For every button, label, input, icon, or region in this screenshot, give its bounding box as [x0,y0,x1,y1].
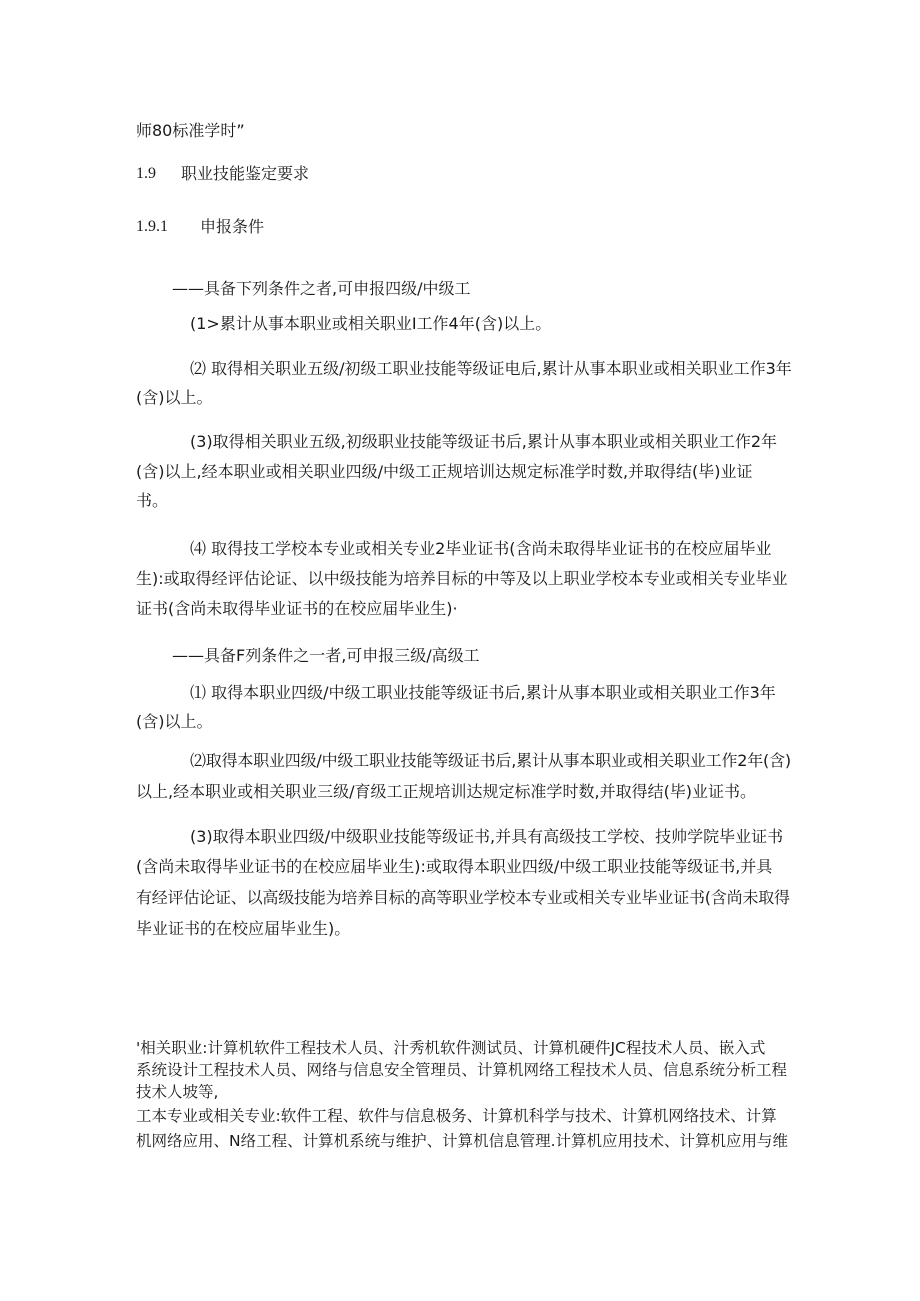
grade4-item1: (1>累计从事本职业或相关职业I工作4年(含)以上。 [190,314,552,333]
grade4-item3-line2: (含)以上,经本职业或相关职业四级/中级工正规培训达规定标准学时数,并取得结(毕)业证 [136,462,753,481]
grade3-item1-line1: ⑴ 取得本职业四级/中级工职业技能等级证书后,累计从事本职业或相关职业工作3年 [190,683,776,702]
grade4-item3-line1: (3)取得相关职业五级,初级职业技能等级证书后,累计从事本职业或相关职业工作2年 [190,432,778,451]
subsection-title: 申报条件 [200,217,265,236]
section-title: 职业技能鉴定要求 [181,164,310,183]
grade3-item3-line2: (含尚未取得毕业证书的在校应届毕业生):或取得本职业四级/中级工职业技能等级证书,并具 [136,857,773,876]
grade3-heading: ——具备F列条件之一者,可申报三级/高级工 [172,646,480,665]
grade4-item2-line2: (含)以上。 [136,388,213,407]
grade3-item1-line2: (含)以上。 [136,712,213,731]
grade4-item4-line3: 证书(含尚未取得毕业证书的在校应届毕业生)· [136,599,458,618]
grade4-item4-line1: ⑷ 取得技工学校本专业或相关专业2毕业证书(含尚未取得毕业证书的在校应届毕业 [190,539,772,558]
carryover-text: 师80标准学时” [136,121,245,140]
grade4-item3-line3: 书。 [136,491,169,510]
footnote1-line3: 技术人坡等, [136,1083,219,1101]
grade3-item2-line1: ⑵取得本职业四级/中级工职业技能等级证书后,累计从事本职业或相关职业工作2年(含) [190,751,791,770]
grade3-item2-line2: 以上,经本职业或相关职业三级/育级工正规培训达规定标准学时数,并取得结(毕)业证书。 [136,782,757,801]
subsection-number: 1.9.1 [136,218,168,235]
footnote2-line1: 工本专业或相关专业:软件工程、软件与信息极务、计算机科学与技术、计算机网络技术、计算 [136,1107,777,1125]
grade4-item2-line1: ⑵ 取得相关职业五级/初级工职业技能等级证电后,累计从事本职业或相关职业工作3年 [190,359,792,378]
footnote1-line2: 系统设计工程技术人员、网络与信息安全管理员、计算机网络工程技术人员、信息系统分析工程 [136,1061,788,1079]
grade4-heading: ——具备下列条件之者,可申报四级/中级工 [172,279,471,298]
grade3-item3-line4: 毕业证书的在校应届毕业生)。 [136,919,351,938]
grade3-item3-line3: 有经评估论证、以高级技能为培养目标的高等职业学校本专业或相关专业毕业证书(含尚未取得 [136,888,790,907]
footnote1-line1: '相关职业:计算机软件工程技术人员、汁秀机软件测试员、计算机硬件JC程技术人员、嵌入式 [136,1039,766,1057]
section-number: 1.9 [136,165,156,182]
grade4-item4-line2: 生):或取得经评估论证、以中级技能为培养目标的中等及以上职业学校本专业或相关专业毕业 [136,569,788,588]
grade3-item3-line1: (3)取得本职业四级/中级职业技能等级证书,并具有高级技工学校、技帅学院毕业证书 [190,827,784,846]
footnote2-line2: 机网络应用、N络工程、计算机系统与维护、计算机信息管理.计算机应用技术、计算机应用与维 [136,1132,789,1150]
